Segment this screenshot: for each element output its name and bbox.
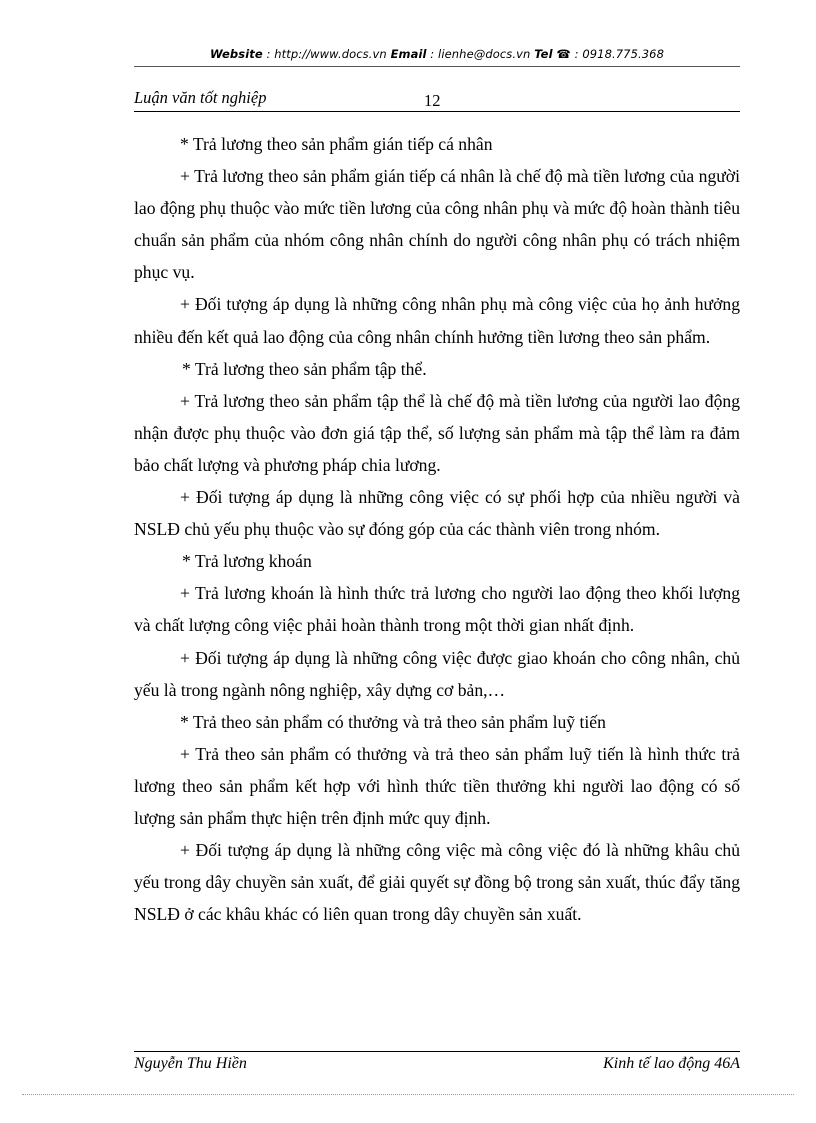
paragraph: * Trả theo sản phẩm có thưởng và trả theo sản phẩm luỹ tiến	[180, 711, 606, 732]
tel-label: Tel	[534, 47, 553, 61]
paragraph: + Trả lương theo sản phẩm tập thể là chế độ mà tiền lương của người lao động nhận được phụ thuộc vào đơn giá tập thể, số lượng sản phẩm mà tập thể làm ra đảm bảo chất lượng và phương pháp chia lương.	[134, 390, 740, 475]
thesis-label: Luận văn tốt nghiệp	[134, 88, 267, 107]
website-label: Website	[209, 47, 263, 61]
title-divider	[134, 111, 740, 112]
paragraph: * Trả lương theo sản phẩm gián tiếp cá nhân	[180, 134, 493, 154]
page-number: 12	[424, 91, 441, 110]
header-divider	[134, 66, 740, 67]
website-header	[134, 47, 740, 61]
paragraph: * Trả lương khoán	[182, 551, 312, 572]
tel-number: : 0918.775.368	[570, 47, 664, 61]
paragraph: + Đối tượng áp dụng là những công việc có sự phối hợp của nhiều người và NSLĐ chủ yếu phụ thuộc vào sự đóng góp của các thành viên trong nhóm.	[134, 487, 740, 540]
page-bottom-dotted-line	[22, 1094, 794, 1095]
paragraph: + Trả lương theo sản phẩm gián tiếp cá nhân là chế độ mà tiền lương của người lao động phụ thuộc vào mức tiền lương của công nhân phụ và mức độ hoàn thành tiêu chuẩn sản phẩm của nhóm công nhân chính do người công nhân phụ có trách nhiệm phục vụ.	[134, 166, 740, 283]
email-address[interactable]: : lienhe@docs.vn	[426, 47, 535, 61]
page-title-line	[134, 88, 740, 112]
paragraph: + Trả theo sản phẩm có thưởng và trả theo sản phẩm luỹ tiến là hình thức trả lương theo sản phẩm kết hợp với hình thức tiền thưởng khi người lao động có số lượng sản phẩm thực hiện trên định mức quy định.	[134, 743, 740, 828]
footer-author: Nguyễn Thu Hiền	[134, 1055, 247, 1072]
footer-class: Kinh tế lao động 46A	[603, 1055, 740, 1072]
paragraph: + Đối tượng áp dụng là những công nhân phụ mà công việc của họ ảnh hưởng nhiều đến kết quả lao động của công nhân chính hưởng tiền lương theo sản phẩm.	[134, 294, 740, 347]
website-url[interactable]: : http://www.docs.vn	[262, 47, 391, 61]
paragraph: + Đối tượng áp dụng là những công việc được giao khoán cho công nhân, chủ yếu là trong ngành nông nghiệp, xây dựng cơ bản,…	[134, 647, 740, 700]
email-label: Email	[390, 47, 427, 61]
paragraph: + Đối tượng áp dụng là những công việc mà công việc đó là những khâu chủ yếu trong dây chuyền sản xuất, để giải quyết sự đồng bộ trong sản xuất, thúc đẩy tăng NSLĐ ở các khâu khác có liên quan trong dây chuyền sản xuất.	[134, 840, 740, 925]
paragraph: + Trả lương khoán là hình thức trả lương cho người lao động theo khối lượng và chất lượng công việc phải hoàn thành trong một thời gian nhất định.	[134, 583, 740, 636]
document-body	[134, 128, 740, 930]
footer-divider	[134, 1051, 740, 1052]
paragraph: * Trả lương theo sản phẩm tập thể.	[182, 358, 427, 379]
phone-icon: ☎	[556, 47, 571, 61]
